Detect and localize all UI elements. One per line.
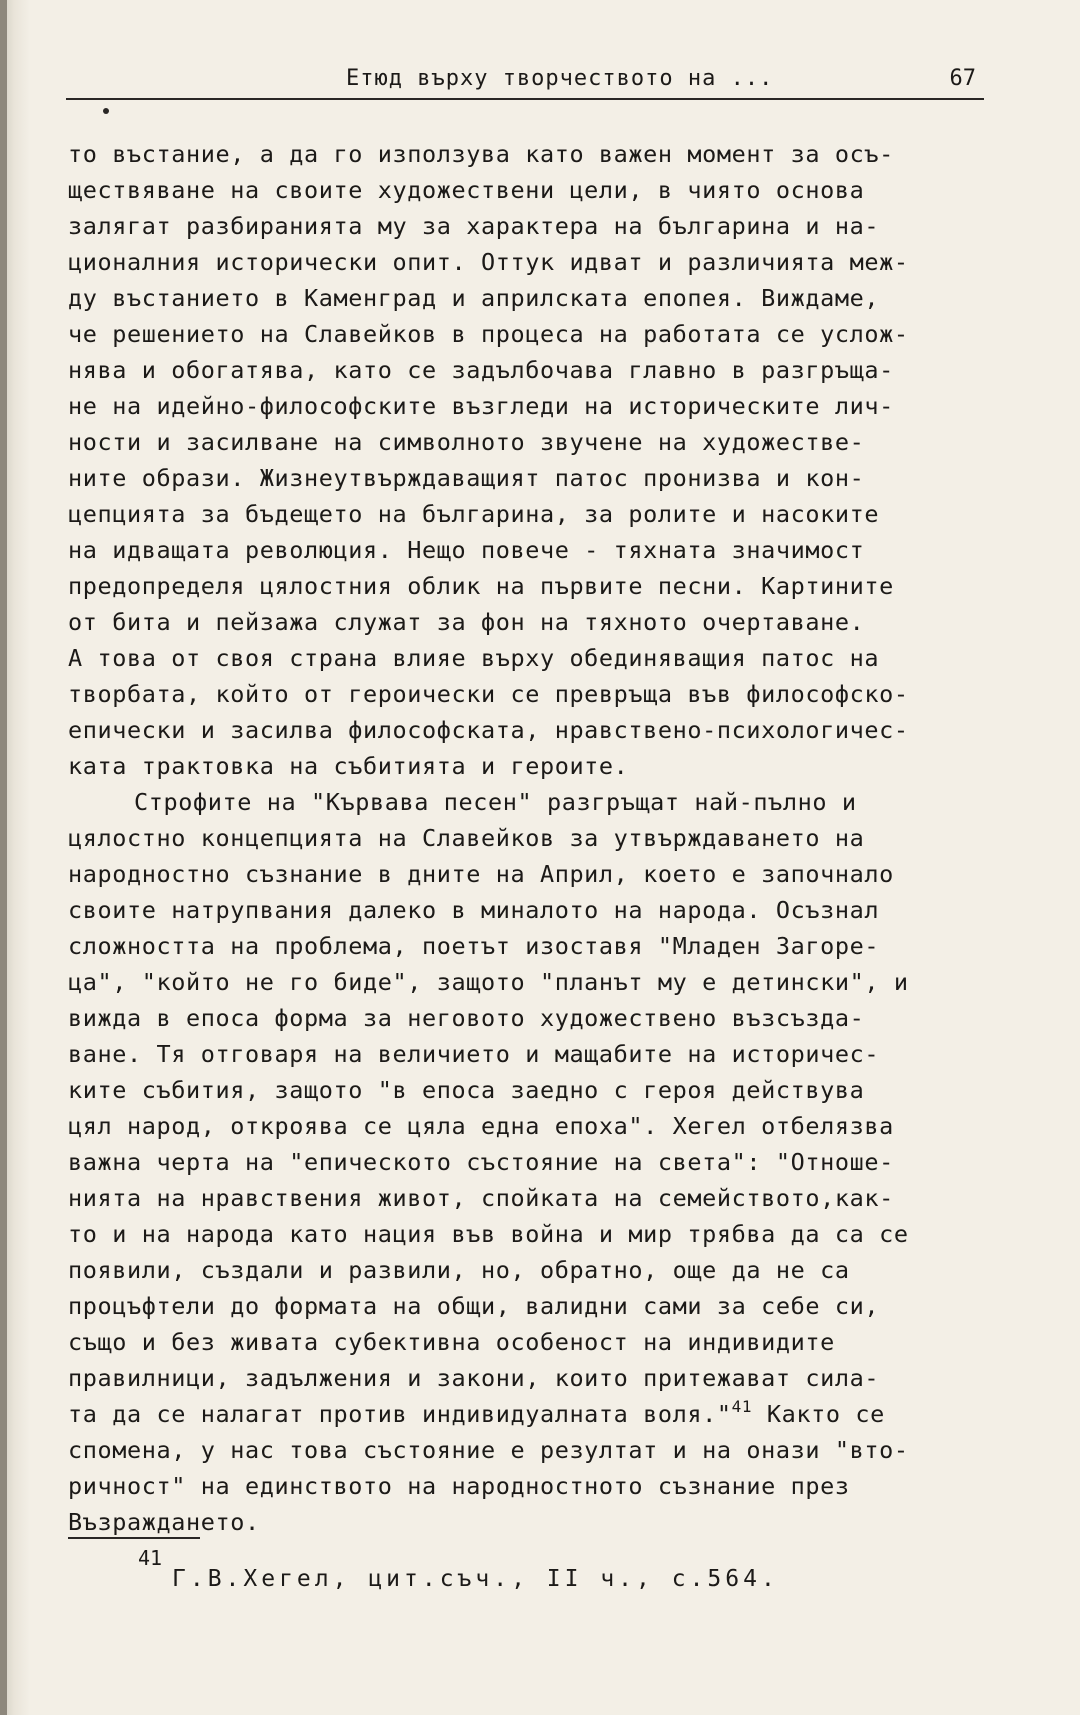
ink-dot [103,108,109,114]
text-line: предопределя цялостния облик на първите песни. Картините [68,572,894,600]
text-line: процъфтели до формата на общи, валидни сами за себе си, [68,1292,880,1320]
footnote-text: Г.В.Хегел, цит.съч., II ч., с.564. [172,1566,779,1592]
line-text-before-ref: та да се налагат против индивидуалната воля." [68,1400,732,1428]
text-line: появили, създали и развили, но, обратно, още да не са [68,1256,850,1284]
text-line: нява и обогатява, като се задълбочава главно в разгръща- [68,356,894,384]
text-line: ности и засилване на символното звучене на художестве- [68,428,865,456]
text-line: цепцията за бъдещето на българина, за ролите и насоките [68,500,880,528]
text-line: нията на нравствения живот, спойката на семейството,как- [68,1184,894,1212]
text-line: ционалния исторически опит. Оттук идват и различията меж- [68,248,909,276]
text-line: ца", "който не го биде", защото "планът му е детински", и [68,968,909,996]
text-line: ните образи. Жизнеутвърждаващият патос пронизва и кон- [68,464,865,492]
text-line: А това от своя страна влияе върху обединяващия патос на [68,644,880,672]
text-line: ричност" на единството на народностното съзнание през [68,1472,850,1500]
text-line: ду въстанието в Каменград и априлската епопея. Виждаме, [68,284,880,312]
text-line: правилници, задължения и закони, които притежават сила- [68,1364,880,1392]
text-line: сложността на проблема, поетът изоставя "Младен Загоре- [68,932,880,960]
body-text [68,136,1008,1540]
footnote-separator [68,1537,200,1539]
text-line: цялостно концепцията на Славейков за утвърждаването на [68,824,865,852]
footnote-reference: 41 [731,1397,753,1416]
text-line: важна черта на "епическото състояние на света": "Отноше- [68,1148,894,1176]
text-line-with-footnote-ref [68,1396,1008,1432]
text-line: то и на народа като нация във война и мир трябва да са се [68,1220,909,1248]
text-line: залягат разбиранията му за характера на българина и на- [68,212,880,240]
text-line: ществяване на своите художествени цели, в чиято основа [68,176,865,204]
running-header [66,64,984,100]
text-line: цял народ, откроява се цяла една епоха". Хегел отбелязва [68,1112,894,1140]
text-line: вижда в епоса форма за неговото художествено възсъзда- [68,1004,865,1032]
text-line: своите натрупвания далеко в миналото на народа. Осъзнал [68,896,880,924]
text-line: епически и засилва философската, нравствено-психологичес- [68,716,909,744]
line-text-after-ref: Както се [752,1400,885,1428]
text-line: не на идейно-философските възгледи на историческите лич- [68,392,894,420]
text-line: също и без живата субективна особеност на индивидите [68,1328,835,1356]
footnote-number: 41 [138,1546,163,1570]
text-line: Възраждането. [68,1508,260,1536]
page-number: 67 [949,66,976,91]
text-line: спомена, у нас това състояние е резултат и на онази "вто- [68,1436,909,1464]
text-line: ките събития, защото "в епоса заедно с героя действува [68,1076,865,1104]
page-spine [0,0,7,1715]
text-line: от бита и пейзажа служат за фон на тяхното очертаване. [68,608,865,636]
text-line: на идващата революция. Нещо повече - тяхната значимост [68,536,865,564]
header-title: Етюд върху творчеството на ... [346,66,774,91]
text-line: ката трактовка на събитията и героите. [68,752,629,780]
text-line: че решението на Славейков в процеса на работата се услож- [68,320,909,348]
paragraph-start-line: Строфите на "Кървава песен" разгръщат най-пълно и [134,788,857,816]
text-line: то въстание, а да го използува като важен момент за осъ- [68,140,894,168]
text-line: ване. Тя отговаря на величието и мащабите на историчес- [68,1040,880,1068]
text-line: народностно съзнание в дните на Април, което е започнало [68,860,894,888]
text-line: творбата, който от героически се превръща във философско- [68,680,909,708]
